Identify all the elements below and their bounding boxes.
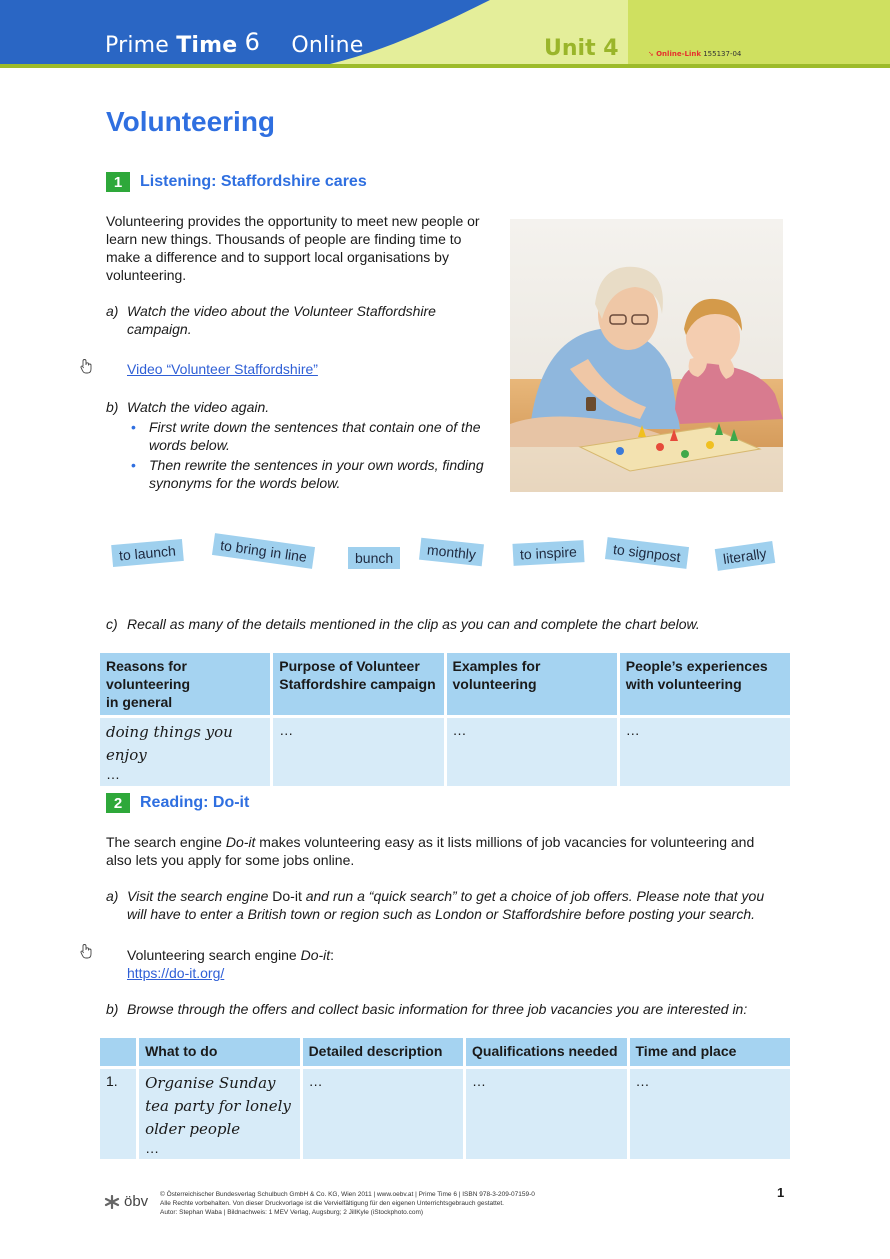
page-title: Volunteering — [106, 106, 276, 137]
intro-line: volunteering. — [106, 267, 187, 283]
oebv-star-icon — [104, 1195, 120, 1209]
task-letter: a) — [106, 888, 119, 904]
brand-time: Time — [176, 33, 238, 58]
handwritten-answer: enjoy — [106, 746, 147, 764]
footer-line: Autor: Stephan Waba | Bildnachweis: 1 MEV Verlag, Augsburg; 2 JillKyle (iStockphoto.com) — [160, 1209, 424, 1216]
job-vacancies-table — [97, 1035, 793, 1162]
bullet-icon: • — [131, 419, 136, 435]
search-engine-info — [127, 946, 527, 982]
footer-line: Alle Rechte vorbehalten. Von dieser Druckvorlage ist die Vervielfältigung für den eigenen Unterrichtsgebrauch gestattet. — [160, 1200, 504, 1207]
section-2-title: Reading: Do-it — [140, 794, 250, 811]
handwritten-answer: tea party for lonely — [145, 1097, 291, 1115]
column-header: Purpose of Volunteer Staffordshire campaign — [273, 653, 443, 715]
column-header: What to do — [139, 1038, 299, 1066]
mouse-click-icon — [80, 358, 94, 376]
row-number: 1. — [100, 1069, 136, 1159]
brand-number: 6 — [244, 28, 261, 56]
bullet-text: First write down the sentences that contain one of the — [149, 419, 481, 435]
table-cell[interactable] — [100, 718, 270, 786]
task-2b — [106, 1000, 826, 1018]
mouse-click-icon — [80, 943, 94, 961]
publisher-logo — [104, 1193, 148, 1210]
word-chip: literally — [715, 541, 775, 571]
column-header: Time and place — [630, 1038, 791, 1066]
bullet-text: words below. — [149, 437, 230, 453]
unit-label: Unit 4 — [544, 36, 619, 61]
table-cell[interactable] — [139, 1069, 299, 1159]
task-letter: b) — [106, 399, 119, 415]
column-header — [100, 1038, 136, 1066]
task-1c — [106, 615, 806, 633]
online-link-label: Online-Link — [656, 50, 701, 58]
table-row — [100, 1069, 790, 1159]
page-number: 1 — [777, 1185, 785, 1200]
section-1-heading — [106, 172, 367, 192]
task-2a — [106, 887, 826, 923]
table-cell[interactable]: … — [466, 1069, 626, 1159]
ellipsis: … — [145, 1140, 160, 1156]
arrow-icon: ➘ — [648, 50, 654, 58]
copyright-footer — [160, 1190, 535, 1217]
task-letter: c) — [106, 616, 118, 632]
task-1a — [106, 302, 506, 338]
table-header-row — [100, 653, 790, 715]
section-2-intro — [106, 833, 806, 869]
task-1b-bullets — [127, 418, 507, 494]
section-1-intro — [106, 212, 506, 284]
column-header: Detailed description — [303, 1038, 463, 1066]
task-text: Recall as many of the details mentioned in the clip as you can and complete the chart below. — [127, 616, 700, 632]
intro-line: The search engine Do-it makes volunteering easy as it lists millions of job vacancies for volunteering and — [106, 834, 755, 850]
bullet-item — [127, 418, 507, 454]
brand-logo — [105, 30, 363, 58]
table-cell[interactable]: … — [303, 1069, 463, 1159]
table-row — [100, 718, 790, 786]
task-text: Watch the video about the Volunteer Staffordshire — [127, 303, 436, 319]
brand-prime: Prime — [105, 33, 170, 58]
task-letter: a) — [106, 303, 119, 319]
bullet-text: synonyms for the words below. — [149, 475, 341, 491]
section-1-number: 1 — [106, 172, 130, 192]
header-banner — [0, 0, 890, 72]
task-text: will have to enter a British town or region such as London or Staffordshire before posting your search. — [127, 906, 756, 922]
word-chip: to signpost — [605, 537, 689, 569]
column-header: Examples for volunteering — [447, 653, 617, 715]
handwritten-answer: Organise Sunday — [145, 1074, 276, 1092]
online-link[interactable] — [648, 50, 741, 58]
column-header: People’s experiences with volunteering — [620, 653, 790, 715]
task-letter: b) — [106, 1001, 119, 1017]
task-text: campaign. — [127, 321, 192, 337]
bullet-item — [127, 456, 507, 492]
grandmother-child-board-game-photo — [510, 219, 783, 492]
column-header: Reasons for volunteering in general — [100, 653, 270, 715]
task-text: Browse through the offers and collect basic information for three job vacancies you are interested in: — [127, 1001, 748, 1017]
ellipsis: … — [106, 766, 120, 782]
table-cell[interactable]: … — [630, 1069, 791, 1159]
intro-line: make a difference and to support local organisations by — [106, 249, 449, 265]
intro-line: Volunteering provides the opportunity to meet new people or — [106, 213, 480, 229]
task-text: Visit the search engine Do-it and run a “quick search” to get a choice of job offers. Please note that you — [127, 888, 765, 904]
handwritten-answer: doing things you — [106, 723, 233, 741]
word-chip: to launch — [111, 539, 183, 567]
table-header-row — [100, 1038, 790, 1066]
do-it-url-link[interactable]: https://do-it.org/ — [127, 965, 225, 981]
section-2-heading — [106, 793, 249, 813]
intro-line: also lets you apply for some jobs online. — [106, 852, 355, 868]
details-chart — [97, 650, 793, 789]
bullet-text: Then rewrite the sentences in your own words, finding — [149, 457, 484, 473]
table-cell[interactable]: … — [273, 718, 443, 786]
search-engine-label: Volunteering search engine Do-it: — [127, 947, 335, 963]
brand-online: Online — [291, 33, 364, 58]
table-cell[interactable]: … — [620, 718, 790, 786]
task-1b — [106, 398, 506, 416]
bullet-icon: • — [131, 457, 136, 473]
section-2-number: 2 — [106, 793, 130, 813]
column-header: Qualifications needed — [466, 1038, 626, 1066]
word-chip: to bring in line — [212, 533, 315, 569]
publisher-name: öbv — [124, 1193, 149, 1210]
handwritten-answer: older people — [145, 1120, 241, 1138]
intro-line: learn new things. Thousands of people are finding time to — [106, 231, 462, 247]
word-chip: bunch — [348, 547, 400, 569]
video-link[interactable]: Video “Volunteer Staffordshire” — [127, 361, 318, 377]
section-1-title: Listening: Staffordshire cares — [140, 173, 367, 190]
table-cell[interactable]: … — [447, 718, 617, 786]
footer-line: © Österreichischer Bundesverlag Schulbuch GmbH & Co. KG, Wien 2011 | www.oebv.at | Prime Time 6 | ISBN 978-3-209-07159-0 — [160, 1191, 535, 1198]
word-chip: monthly — [419, 538, 484, 566]
online-link-code: 155137-04 — [703, 50, 742, 58]
word-chip: to inspire — [512, 540, 584, 566]
task-text: Watch the video again. — [127, 399, 270, 415]
